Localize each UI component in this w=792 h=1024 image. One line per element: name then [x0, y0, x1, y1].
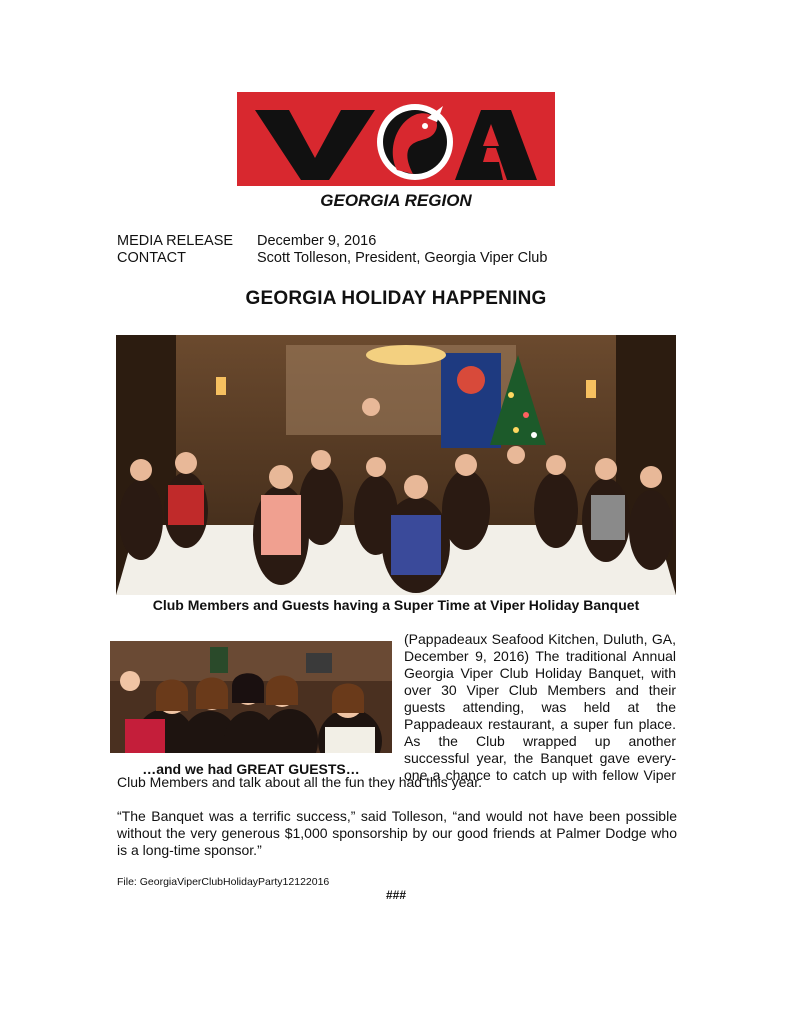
body-tail-line: Club Members and talk about all the fun they had this year.	[117, 774, 482, 790]
body-line: guests attending, was held at the	[404, 699, 676, 715]
end-mark: ###	[385, 888, 407, 902]
article-body-column	[404, 631, 676, 784]
body-line: Georgia Viper Club Holiday Banquet, with	[404, 665, 676, 681]
body-line: As the Club wrapped up another	[404, 733, 676, 749]
body-line: one a chance to catch up with fellow Viper	[404, 767, 676, 783]
logo-region-text: GEORGIA REGION	[320, 191, 472, 210]
media-release-label: MEDIA RELEASE	[117, 233, 234, 249]
body-line: successful year, the Banquet gave every-	[404, 750, 676, 766]
body-line: over 30 Viper Club Members and their	[404, 682, 676, 698]
quote-paragraph: “The Banquet was a terrific success,” said Tolleson, “and would not have been possible without the very generous $1,000 sponsorship by our good friends at Palmer Dodge who is a long-time sponsor.”	[117, 808, 677, 858]
body-line: (Pappadeaux Seafood Kitchen, Duluth, GA,	[404, 631, 676, 647]
file-reference: File: GeorgiaViperClubHolidayParty12122016	[117, 876, 330, 888]
banquet-group-photo	[116, 335, 676, 595]
body-line: Pappadeaux restaurant, a super fun place.	[404, 716, 676, 732]
media-release-date: December 9, 2016	[257, 233, 377, 249]
body-line: December 9, 2016) The traditional Annual	[404, 648, 676, 664]
contact-value: Scott Tolleson, President, Georgia Viper Club	[257, 250, 548, 266]
guests-photo	[110, 641, 392, 753]
guests-photo-caption: …and we had GREAT GUESTS…	[142, 761, 360, 777]
main-photo-caption: Club Members and Guests having a Super Time at Viper Holiday Banquet	[152, 597, 640, 613]
voa-georgia-logo	[237, 92, 555, 212]
contact-label: CONTACT	[117, 250, 187, 266]
page-title: GEORGIA HOLIDAY HAPPENING	[245, 288, 547, 309]
